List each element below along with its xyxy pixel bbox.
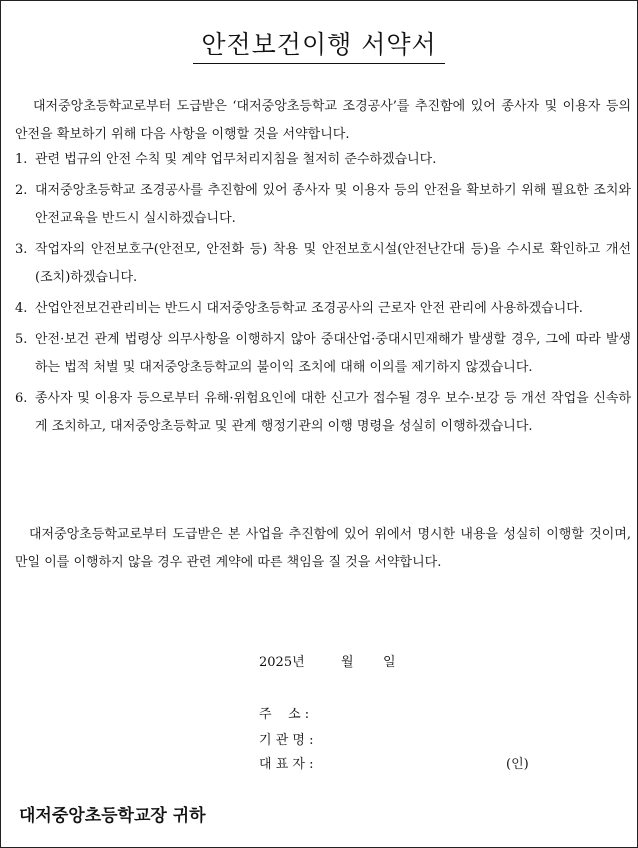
item-number: 3.: [15, 242, 28, 257]
date-year: 2025년: [259, 655, 305, 670]
item-text: 산업안전보건관리비는 반드시 대저중앙초등학교 조경공사의 근로자 안전 관리에 사용하겠습니다.: [35, 301, 583, 316]
signature-rep-row: [259, 753, 341, 772]
item-number: 5.: [15, 332, 28, 347]
date-month: 월: [341, 655, 354, 670]
list-item: [15, 385, 631, 441]
item-number: 1.: [15, 152, 28, 167]
list-item: [15, 177, 631, 233]
item-text: 종사자 및 이용자 등으로부터 유해·위험요인에 대한 신고가 접수될 경우 보수·보강 등 개선 작업을 신속하게 조치하고, 대저중앙초등학교 및 관계 행정기관의 이행 명령을 성실히 이행하겠습니다.: [35, 391, 631, 434]
list-item: [15, 146, 631, 174]
pledge-list: [15, 146, 631, 444]
closing-paragraph: 대저중앙초등학교로부터 도급받은 본 사업을 추진함에 있어 위에서 명시한 내용을 성실히 이행할 것이며, 만일 이를 이행하지 않을 경우 관련 계약에 따른 책임을 질 것을 서약합니다.: [15, 527, 631, 570]
list-item: [15, 236, 631, 292]
item-number: 4.: [15, 301, 28, 316]
org-name-label: 기 관 명 :: [259, 733, 314, 748]
list-item: [15, 326, 631, 382]
item-number: 6.: [15, 391, 28, 406]
signature-date: [259, 651, 396, 670]
representative-label: 대 표 자 :: [259, 757, 314, 772]
item-text: 안전·보건 관계 법령상 의무사항을 이행하지 않아 중대산업·중대시민재해가 발생할 경우, 그에 따라 발생하는 법적 처벌 및 대저중앙초등학교의 불이익 조치에 대해 이의를 제기하지 않겠습니다.: [35, 332, 631, 375]
item-text: 관련 법규의 안전 수칙 및 계약 업무처리지침을 철저히 준수하겠습니다.: [35, 152, 437, 167]
signature-org-row: [259, 729, 341, 748]
address-label: 주 소 :: [259, 707, 310, 722]
item-number: 2.: [15, 183, 28, 198]
date-day: 일: [383, 655, 396, 670]
document-title: 안전보건이행 서약서: [1, 25, 637, 64]
item-text: 작업자의 안전보호구(안전모, 안전화 등) 착용 및 안전보호시설(안전난간대 등)을 수시로 확인하고 개선(조치)하겠습니다.: [35, 242, 631, 285]
item-text: 대저중앙초등학교 조경공사를 추진함에 있어 종사자 및 이용자 등의 안전을 확보하기 위해 필요한 조치와 안전교육을 반드시 실시하겠습니다.: [35, 183, 631, 226]
intro-paragraph: 대저중앙초등학교로부터 도급받은 ‘대저중앙초등학교 조경공사’를 추진함에 있어 종사자 및 이용자 등의 안전을 확보하기 위해 다음 사항을 이행할 것을 서약합니다.: [15, 99, 631, 142]
list-item: [15, 295, 631, 323]
seal-mark: (인): [506, 757, 529, 772]
signature-address-row: [259, 703, 341, 722]
addressee: 대저중앙초등학교장 귀하: [19, 806, 206, 826]
